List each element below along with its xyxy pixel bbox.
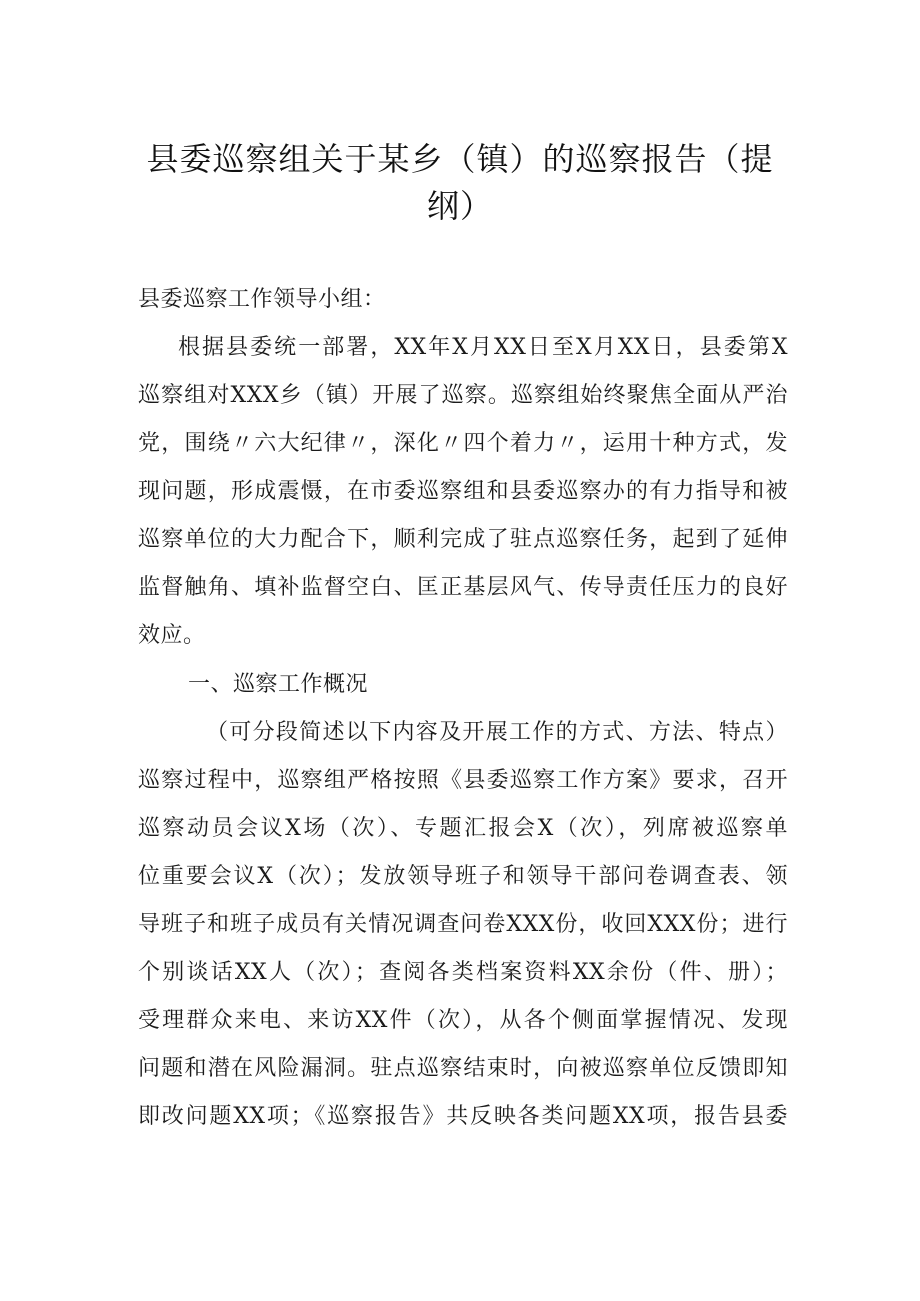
paragraph-1-line: 根据县委统一部署，XX年X月XX日至X月XX日，县委第X [178,335,788,360]
document-title-line-1: 县委巡察组关于某乡（镇）的巡察报告（提 [146,140,774,178]
salutation: 县委巡察工作领导小组： [138,287,386,312]
document-title-line-2: 纲） [426,187,493,225]
section-1-line: 受理群众来电、来访XX件（次），从各个侧面掌握情况、发现 [138,1008,788,1033]
section-1-line: 巡察动员会议X场（次）、专题汇报会X（次），列席被巡察单 [138,816,788,841]
section-1-line: 问题和潜在风险漏洞。驻点巡察结束时，向被巡察单位反馈即知 [138,1056,788,1081]
section-1-heading: 一、巡察工作概况 [188,672,369,697]
paragraph-1-line: 监督触角、填补监督空白、匡正基层风气、传导责任压力的良好 [138,575,788,600]
section-1-line: 导班子和班子成员有关情况调查问卷XXX份，收回XXX份；进行 [138,912,788,937]
section-1-note: （可分段简述以下内容及开展工作的方式、方法、特点） [206,720,788,745]
paragraph-1-line: 巡察组对XXX乡（镇）开展了巡察。巡察组始终聚焦全面从严治 [138,383,788,408]
section-1-line: 即改问题XX项；《巡察报告》共反映各类问题XX项，报告县委 [138,1104,788,1129]
section-1-line: 巡察过程中，巡察组严格按照《县委巡察工作方案》要求，召开 [138,768,788,793]
paragraph-1-line: 效应。 [138,623,206,648]
paragraph-1-line: 现问题，形成震慑，在市委巡察组和县委巡察办的有力指导和被 [138,479,788,504]
section-1-line: 个别谈话XX人（次）；查阅各类档案资料XX余份（件、册）； [138,960,788,985]
paragraph-1-line: 巡察单位的大力配合下，顺利完成了驻点巡察任务，起到了延伸 [138,527,788,552]
paragraph-1-line: 党，围绕〃六大纪律〃，深化〃四个着力〃，运用十种方式，发 [138,431,788,456]
section-1-line: 位重要会议X（次）；发放领导班子和领导干部问卷调查表、领 [138,864,788,889]
